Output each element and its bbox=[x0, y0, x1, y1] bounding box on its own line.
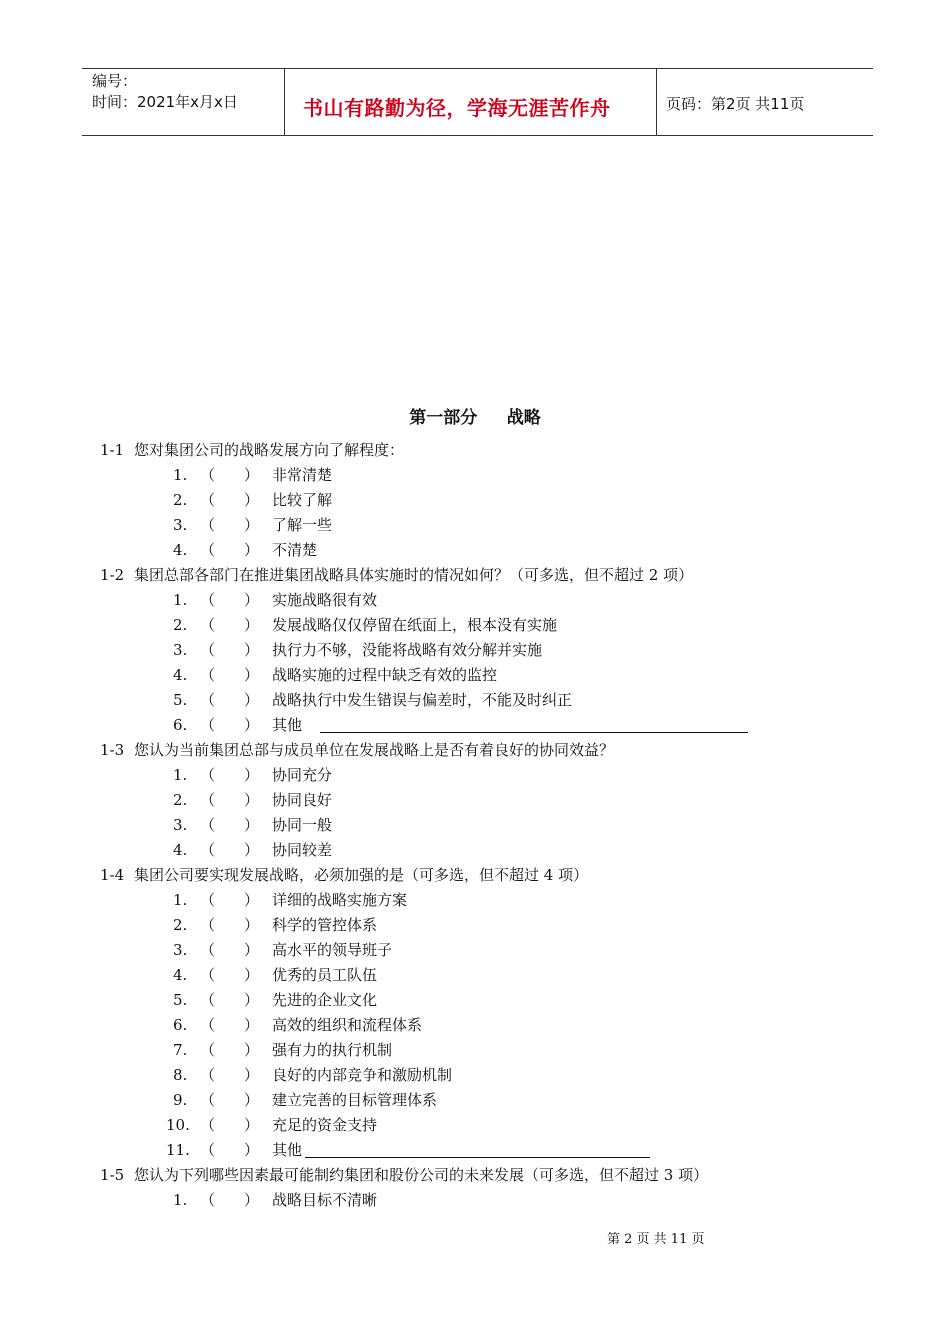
section-title: 第一部分 战略 bbox=[409, 408, 541, 428]
option-row[interactable] bbox=[100, 888, 880, 913]
header-top-rule bbox=[82, 68, 873, 69]
answer-blank-open[interactable]: （ bbox=[200, 691, 216, 709]
option-number: 5. bbox=[173, 691, 188, 709]
option-text: 其他 bbox=[272, 1141, 303, 1159]
answer-blank-open[interactable]: （ bbox=[200, 466, 216, 484]
header-bottom-rule bbox=[82, 135, 873, 136]
answer-blank-open[interactable]: （ bbox=[200, 616, 216, 634]
option-row[interactable] bbox=[100, 688, 880, 713]
answer-blank-open[interactable]: （ bbox=[200, 666, 216, 684]
survey-questions bbox=[100, 438, 880, 1213]
option-text: 协同一般 bbox=[272, 816, 333, 834]
question-text: 您认为当前集团总部与成员单位在发展战略上是否有着良好的协同效益？ bbox=[134, 741, 615, 759]
answer-blank-open[interactable]: （ bbox=[200, 766, 216, 784]
option-row[interactable] bbox=[100, 813, 880, 838]
option-text: 不清楚 bbox=[272, 541, 318, 559]
answer-blank-open[interactable]: （ bbox=[200, 841, 216, 859]
option-row[interactable] bbox=[100, 1138, 880, 1163]
option-text: 实施战略很有效 bbox=[272, 591, 378, 609]
option-text: 发展战略仅仅停留在纸面上，根本没有实施 bbox=[272, 616, 558, 634]
option-row[interactable] bbox=[100, 963, 880, 988]
answer-blank-open[interactable]: （ bbox=[200, 966, 216, 984]
option-number: 11. bbox=[166, 1141, 190, 1159]
answer-blank-close: ） bbox=[244, 616, 260, 634]
answer-blank-close: ） bbox=[244, 1041, 260, 1059]
answer-blank-close: ） bbox=[244, 541, 260, 559]
option-number: 4. bbox=[173, 841, 188, 859]
option-number: 3. bbox=[173, 816, 188, 834]
question-1-1 bbox=[100, 438, 880, 463]
option-number: 6. bbox=[173, 1016, 188, 1034]
answer-blank-open[interactable]: （ bbox=[200, 1041, 216, 1059]
option-row[interactable] bbox=[100, 613, 880, 638]
option-text: 其他 bbox=[272, 716, 303, 734]
header-divider-right bbox=[656, 68, 657, 136]
answer-blank-close: ） bbox=[244, 1066, 260, 1084]
question-number: 1-3 bbox=[100, 741, 125, 759]
option-number: 1. bbox=[173, 1191, 188, 1209]
option-row[interactable] bbox=[100, 913, 880, 938]
option-number: 6. bbox=[173, 716, 188, 734]
answer-blank-open[interactable]: （ bbox=[200, 1066, 216, 1084]
header-number-label: 编号： bbox=[92, 72, 138, 90]
question-number: 1-1 bbox=[100, 441, 125, 459]
answer-blank-close: ） bbox=[244, 1016, 260, 1034]
answer-blank-open[interactable]: （ bbox=[200, 591, 216, 609]
question-text: 您认为下列哪些因素最可能制约集团和股份公司的未来发展（可多选，但不超过 3 项） bbox=[134, 1166, 709, 1184]
option-text: 战略目标不清晰 bbox=[272, 1191, 378, 1209]
option-number: 8. bbox=[173, 1066, 188, 1084]
answer-blank-close: ） bbox=[244, 1116, 260, 1134]
answer-blank-close: ） bbox=[244, 516, 260, 534]
option-text: 高水平的领导班子 bbox=[272, 941, 393, 959]
answer-blank-close: ） bbox=[244, 991, 260, 1009]
question-text: 集团公司要实现发展战略，必须加强的是（可多选，但不超过 4 项） bbox=[134, 866, 589, 884]
option-row[interactable] bbox=[100, 788, 880, 813]
question-1-5 bbox=[100, 1163, 880, 1188]
option-text: 强有力的执行机制 bbox=[272, 1041, 393, 1059]
option-number: 3. bbox=[173, 941, 188, 959]
option-number: 1. bbox=[173, 891, 188, 909]
answer-blank-open[interactable]: （ bbox=[200, 1016, 216, 1034]
answer-blank-close: ） bbox=[244, 691, 260, 709]
option-row[interactable] bbox=[100, 1013, 880, 1038]
question-1-3 bbox=[100, 738, 880, 763]
answer-blank-close: ） bbox=[244, 941, 260, 959]
option-number: 3. bbox=[173, 641, 188, 659]
option-row[interactable] bbox=[100, 663, 880, 688]
option-number: 1. bbox=[173, 591, 188, 609]
option-text: 协同良好 bbox=[272, 791, 333, 809]
answer-blank-close: ） bbox=[244, 966, 260, 984]
answer-blank-close: ） bbox=[244, 766, 260, 784]
answer-blank-close: ） bbox=[244, 591, 260, 609]
option-text: 战略执行中发生错误与偏差时，不能及时纠正 bbox=[272, 691, 573, 709]
question-text: 您对集团公司的战略发展方向了解程度： bbox=[134, 441, 405, 459]
option-number: 7. bbox=[173, 1041, 188, 1059]
answer-blank-open[interactable]: （ bbox=[200, 816, 216, 834]
option-row[interactable] bbox=[100, 1113, 880, 1138]
option-number: 4. bbox=[173, 541, 188, 559]
answer-blank-open[interactable]: （ bbox=[200, 1191, 216, 1209]
option-number: 4. bbox=[173, 666, 188, 684]
option-row[interactable] bbox=[100, 638, 880, 663]
option-number: 2. bbox=[173, 616, 188, 634]
answer-blank-close: ） bbox=[244, 1091, 260, 1109]
option-text: 了解一些 bbox=[272, 516, 333, 534]
option-text: 高效的组织和流程体系 bbox=[272, 1016, 423, 1034]
answer-blank-open[interactable]: （ bbox=[200, 641, 216, 659]
option-text: 先进的企业文化 bbox=[272, 991, 378, 1009]
question-number: 1-5 bbox=[100, 1166, 125, 1184]
answer-blank-close: ） bbox=[244, 466, 260, 484]
option-number: 1. bbox=[173, 766, 188, 784]
option-row[interactable] bbox=[100, 988, 880, 1013]
answer-blank-open[interactable]: （ bbox=[200, 1116, 216, 1134]
answer-blank-open[interactable]: （ bbox=[200, 1141, 216, 1159]
header-time-label: 时间：2021年x月x日 bbox=[92, 93, 238, 111]
option-text: 战略实施的过程中缺乏有效的监控 bbox=[272, 666, 498, 684]
header-divider-left bbox=[284, 68, 285, 136]
option-number: 1. bbox=[173, 466, 188, 484]
header-motto: 书山有路勤为径，学海无涯苦作舟 bbox=[303, 96, 611, 120]
option-row[interactable] bbox=[100, 463, 880, 488]
option-number: 10. bbox=[166, 1116, 190, 1134]
question-number: 1-2 bbox=[100, 566, 125, 584]
question-text: 集团总部各部门在推进集团战略具体实施时的情况如何？（可多选，但不超过 2 项） bbox=[134, 566, 694, 584]
answer-blank-close: ） bbox=[244, 1191, 260, 1209]
option-text: 充足的资金支持 bbox=[272, 1116, 378, 1134]
option-row[interactable] bbox=[100, 1188, 880, 1213]
option-row[interactable] bbox=[100, 1088, 880, 1113]
option-row[interactable] bbox=[100, 938, 880, 963]
answer-blank-open[interactable]: （ bbox=[200, 491, 216, 509]
option-number: 5. bbox=[173, 991, 188, 1009]
option-row[interactable] bbox=[100, 1038, 880, 1063]
question-1-4 bbox=[100, 863, 880, 888]
answer-blank-open[interactable]: （ bbox=[200, 916, 216, 934]
answer-blank-close: ） bbox=[244, 666, 260, 684]
option-text: 协同充分 bbox=[272, 766, 333, 784]
option-text: 比较了解 bbox=[272, 491, 333, 509]
option-text: 良好的内部竞争和激励机制 bbox=[272, 1066, 453, 1084]
other-fill-line[interactable] bbox=[305, 1157, 650, 1158]
option-text: 执行力不够，没能将战略有效分解并实施 bbox=[272, 641, 543, 659]
answer-blank-open[interactable]: （ bbox=[200, 1091, 216, 1109]
option-text: 优秀的员工队伍 bbox=[272, 966, 378, 984]
answer-blank-open[interactable]: （ bbox=[200, 891, 216, 909]
option-row[interactable] bbox=[100, 1063, 880, 1088]
option-text: 详细的战略实施方案 bbox=[272, 891, 408, 909]
answer-blank-open[interactable]: （ bbox=[200, 791, 216, 809]
option-number: 2. bbox=[173, 791, 188, 809]
question-1-2 bbox=[100, 563, 880, 588]
option-number: 2. bbox=[173, 916, 188, 934]
answer-blank-close: ） bbox=[244, 891, 260, 909]
answer-blank-open[interactable]: （ bbox=[200, 541, 216, 559]
option-row[interactable] bbox=[100, 538, 880, 563]
answer-blank-close: ） bbox=[244, 641, 260, 659]
option-text: 协同较差 bbox=[272, 841, 333, 859]
option-row[interactable] bbox=[100, 713, 880, 738]
answer-blank-close: ） bbox=[244, 841, 260, 859]
answer-blank-close: ） bbox=[244, 916, 260, 934]
option-number: 3. bbox=[173, 516, 188, 534]
other-fill-line[interactable] bbox=[320, 732, 748, 733]
answer-blank-open[interactable]: （ bbox=[200, 991, 216, 1009]
answer-blank-close: ） bbox=[244, 791, 260, 809]
option-number: 2. bbox=[173, 491, 188, 509]
option-row[interactable] bbox=[100, 513, 880, 538]
option-text: 建立完善的目标管理体系 bbox=[272, 1091, 438, 1109]
answer-blank-close: ） bbox=[244, 716, 260, 734]
answer-blank-open[interactable]: （ bbox=[200, 941, 216, 959]
answer-blank-open[interactable]: （ bbox=[200, 716, 216, 734]
answer-blank-close: ） bbox=[244, 816, 260, 834]
header-page-label: 页码：第2页 共11页 bbox=[666, 95, 805, 113]
answer-blank-close: ） bbox=[244, 491, 260, 509]
option-number: 4. bbox=[173, 966, 188, 984]
option-row[interactable] bbox=[100, 488, 880, 513]
question-number: 1-4 bbox=[100, 866, 125, 884]
answer-blank-close: ） bbox=[244, 1141, 260, 1159]
option-text: 非常清楚 bbox=[272, 466, 333, 484]
option-number: 9. bbox=[173, 1091, 188, 1109]
option-row[interactable] bbox=[100, 763, 880, 788]
option-row[interactable] bbox=[100, 588, 880, 613]
answer-blank-open[interactable]: （ bbox=[200, 516, 216, 534]
option-row[interactable] bbox=[100, 838, 880, 863]
page-footer: 第 2 页 共 11 页 bbox=[607, 1232, 705, 1247]
option-text: 科学的管控体系 bbox=[272, 916, 378, 934]
